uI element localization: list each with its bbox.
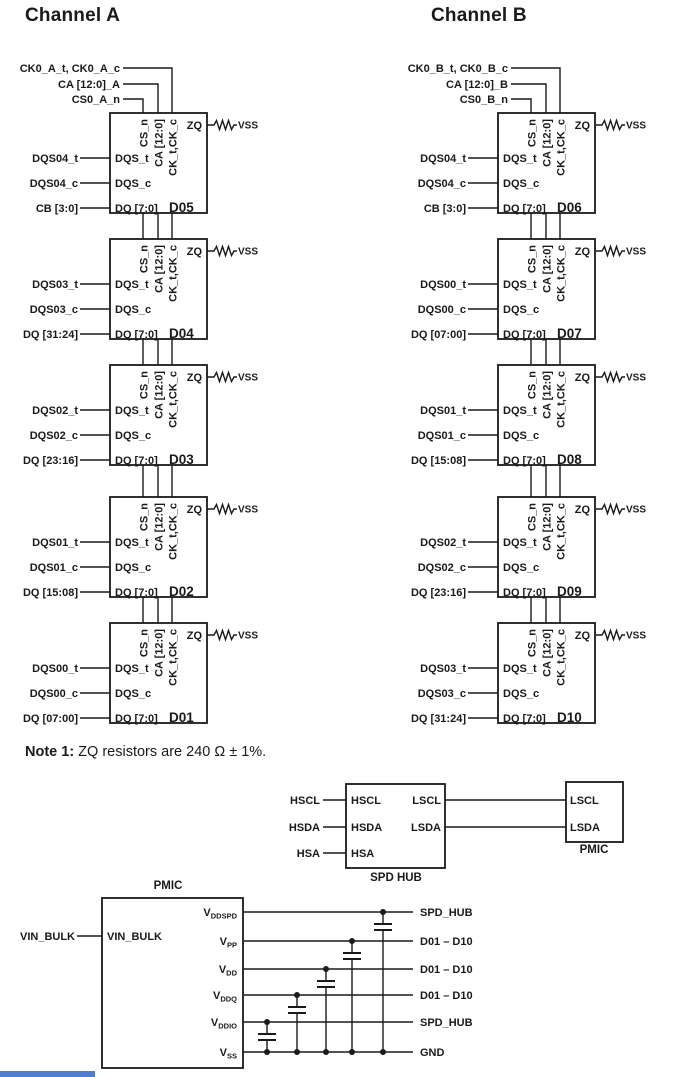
device-name-label: D10 [557,710,582,725]
pmic-rail-pin-subscript: DD [226,968,237,978]
ext-signal-label: DQS02_c [29,430,78,442]
pmic-pin-label: LSCL [570,795,599,807]
device-name-label: D08 [557,452,582,467]
vss-label: VSS [626,372,647,384]
device-pin-label: DQ [7:0] [503,455,546,467]
power-rail-out-label: SPD_HUB [420,907,473,919]
device-pin-rotated-label: CS_n [526,119,539,148]
ext-signal-label: DQS04_c [29,178,78,190]
device-pin-rotated-label: CK_t,CK_c [555,119,568,176]
device-pin-rotated-label: CS_n [526,245,539,274]
device-pin-label: DQS_c [503,304,540,316]
device-pin-label: DQS_c [503,430,540,442]
device-pin-rotated-label: CK_t,CK_c [555,503,568,560]
device-pin-rotated-label: CA [12:0] [541,245,554,293]
device-pin-label: DQS_t [503,663,537,675]
device-pin-label: DQS_c [115,304,152,316]
top-signal-wire [123,68,172,113]
ext-signal-label: DQ [23:16] [410,587,466,599]
zq-pin-label: ZQ [186,120,202,132]
device-pin-label: DQS_t [115,405,149,417]
pmic-label: PMIC [153,880,183,892]
pmic-rail-pin-subscript: PP [226,940,237,950]
device-pin-label: DQ [7:0] [503,203,546,215]
top-signal-label: CK0_B_t, CK0_B_c [407,63,508,75]
vin-bulk-ext-label: VIN_BULK [19,931,75,943]
device-pin-label: DQS_t [115,537,149,549]
top-signal-label: CA [12:0]_B [446,79,508,91]
junction-dot [294,1049,300,1055]
zq-resistor [207,505,237,514]
device-pin-label: DQ [7:0] [115,713,158,725]
device-pin-rotated-label: CK_t,CK_c [555,629,568,686]
zq-resistor [595,121,625,130]
note-label: Note 1: [25,744,75,760]
ext-signal-label: DQS02_c [417,562,466,574]
ext-signal-label: DQ [15:08] [22,587,78,599]
ext-signal-label: DQ [07:00] [410,329,466,341]
spd-hub-pin-label: HSDA [351,822,383,834]
zq-pin-label: ZQ [574,504,590,516]
device-pin-label: DQS_t [115,153,149,165]
power-rail-out-label: SPD_HUB [420,1017,473,1029]
device-name-label: D01 [169,710,194,725]
device-pin-rotated-label: CS_n [138,119,151,148]
device-pin-rotated-label: CK_t,CK_c [167,245,180,302]
device-pin-rotated-label: CK_t,CK_c [167,503,180,560]
vss-label: VSS [238,504,259,516]
ext-signal-label: DQS01_t [420,405,466,417]
ext-signal-label: DQS03_t [420,663,466,675]
top-signal-wire [511,99,531,113]
device-name-label: D04 [169,326,194,341]
device-pin-label: DQS_t [503,405,537,417]
zq-resistor [207,373,237,382]
device-name-label: D02 [169,584,194,599]
ext-signal-label: CB [3:0] [423,203,466,215]
zq-resistor [207,121,237,130]
device-pin-label: DQ [7:0] [115,455,158,467]
device-pin-label: DQS_c [503,178,540,190]
zq-resistor [207,247,237,256]
device-pin-label: DQ [7:0] [503,587,546,599]
device-pin-label: DQ [7:0] [115,203,158,215]
device-pin-label: DQ [7:0] [503,713,546,725]
pmic-rail-pin-base: V [212,990,221,1002]
spd-hub-pin-label: HSCL [351,795,381,807]
spd-hub-pin-label: HSA [351,848,375,860]
device-pin-label: DQ [7:0] [115,329,158,341]
zq-pin-label: ZQ [186,504,202,516]
device-pin-rotated-label: CS_n [138,503,151,532]
device-pin-rotated-label: CK_t,CK_c [167,371,180,428]
zq-pin-label: ZQ [574,372,590,384]
device-name-label: D09 [557,584,582,599]
ext-signal-label: DQS04_t [32,153,78,165]
device-pin-rotated-label: CA [12:0] [541,629,554,677]
ext-signal-label: DQ [07:00] [22,713,78,725]
pmic-rail-pin-subscript: DDQ [220,994,237,1004]
junction-dot [380,1049,386,1055]
device-pin-label: DQS_c [503,562,540,574]
pmic-rail-pin-base: V [203,907,211,919]
pmic-rail-pin-base: V [210,1017,219,1029]
ext-signal-label: DQ [15:08] [410,455,466,467]
device-name-label: D05 [169,200,194,215]
power-rail-out-label: D01 – D10 [420,964,473,976]
ext-signal-label: DQS00_c [29,688,78,700]
ext-signal-label: DQS04_c [417,178,466,190]
top-signal-wire [511,68,560,113]
zq-resistor [595,373,625,382]
top-signal-label: CA [12:0]_A [58,79,120,91]
ext-signal-label: DQS03_c [29,304,78,316]
channel-b-title: Channel B [431,5,527,26]
vss-label: VSS [626,504,647,516]
zq-pin-label: ZQ [574,120,590,132]
zq-pin-label: ZQ [574,630,590,642]
zq-pin-label: ZQ [186,372,202,384]
device-pin-rotated-label: CK_t,CK_c [167,629,180,686]
pmic-block [102,898,243,1068]
power-rail-out-label: GND [420,1047,445,1059]
device-name-label: D07 [557,326,582,341]
device-pin-rotated-label: CK_t,CK_c [555,245,568,302]
top-signal-label: CK0_A_t, CK0_A_c [19,63,120,75]
pmic-rail-pin-subscript: DDSPD [210,911,237,921]
zq-pin-label: ZQ [574,246,590,258]
junction-dot [323,1049,329,1055]
channel-a-title: Channel A [25,5,121,26]
spd-ext-label: HSA [296,848,320,860]
ext-signal-label: DQS02_t [32,405,78,417]
device-pin-rotated-label: CA [12:0] [153,371,166,419]
pmic-rail-pin-base: V [219,1047,227,1059]
vss-label: VSS [626,120,647,132]
device-pin-rotated-label: CS_n [526,629,539,658]
zq-resistor [595,505,625,514]
top-signal-label: CS0_B_n [459,94,508,106]
ext-signal-label: CB [3:0] [35,203,78,215]
device-pin-label: DQS_t [503,537,537,549]
vin-bulk-pin-label: VIN_BULK [107,931,163,943]
vss-label: VSS [626,630,647,642]
zq-note [25,744,266,760]
device-pin-rotated-label: CA [12:0] [153,245,166,293]
device-name-label: D03 [169,452,194,467]
device-name-label: D06 [557,200,582,215]
ext-signal-label: DQS01_t [32,537,78,549]
pmic-rail-pin-base: V [218,964,227,976]
vss-label: VSS [626,246,647,258]
device-pin-label: DQS_t [503,153,537,165]
zq-resistor [595,631,625,640]
spd-ext-label: HSDA [288,822,320,834]
device-pin-label: DQ [7:0] [115,587,158,599]
junction-dot [264,1049,270,1055]
spd-hub-label: SPD HUB [370,872,422,884]
ext-signal-label: DQS03_c [417,688,466,700]
top-signal-wire [123,99,143,113]
vss-label: VSS [238,630,259,642]
device-pin-label: DQS_c [115,430,152,442]
ext-signal-label: DQS04_t [420,153,466,165]
device-pin-rotated-label: CA [12:0] [541,119,554,167]
ext-signal-label: DQS00_t [420,279,466,291]
device-pin-label: DQ [7:0] [503,329,546,341]
device-pin-rotated-label: CS_n [138,245,151,274]
vss-label: VSS [238,372,259,384]
top-signal-label: CS0_A_n [71,94,120,106]
power-rail-out-label: D01 – D10 [420,936,473,948]
device-pin-label: DQS_t [115,279,149,291]
device-pin-label: DQS_c [115,178,152,190]
junction-dot [349,1049,355,1055]
device-pin-label: DQS_c [115,562,152,574]
ext-signal-label: DQS00_t [32,663,78,675]
spd-hub-pin-label: LSCL [412,795,441,807]
device-pin-rotated-label: CS_n [138,371,151,400]
device-pin-rotated-label: CS_n [526,503,539,532]
device-pin-rotated-label: CA [12:0] [153,629,166,677]
ext-signal-label: DQS00_c [417,304,466,316]
zq-resistor [595,247,625,256]
device-pin-rotated-label: CA [12:0] [541,371,554,419]
pmic-rail-pin-base: V [219,936,227,948]
device-pin-rotated-label: CK_t,CK_c [555,371,568,428]
device-pin-rotated-label: CA [12:0] [541,503,554,551]
ext-signal-label: DQS01_c [29,562,78,574]
device-pin-label: DQS_t [503,279,537,291]
ext-signal-label: DQ [31:24] [22,329,78,341]
device-pin-label: DQS_c [115,688,152,700]
zq-pin-label: ZQ [186,630,202,642]
device-pin-rotated-label: CA [12:0] [153,119,166,167]
device-pin-label: DQS_t [115,663,149,675]
vss-label: VSS [238,120,259,132]
spd-ext-label: HSCL [290,795,320,807]
ext-signal-label: DQS02_t [420,537,466,549]
vss-label: VSS [238,246,259,258]
pmic-small-label: PMIC [579,844,609,856]
pmic-rail-pin-subscript: DDIO [218,1021,237,1031]
ext-signal-label: DQS01_c [417,430,466,442]
ext-signal-label: DQ [23:16] [22,455,78,467]
device-pin-rotated-label: CS_n [138,629,151,658]
note-text: ZQ resistors are 240 Ω ± 1%. [74,744,267,760]
ext-signal-label: DQ [31:24] [410,713,466,725]
page-accent-bar [0,1071,95,1077]
device-pin-rotated-label: CK_t,CK_c [167,119,180,176]
device-pin-rotated-label: CS_n [526,371,539,400]
spd-hub-pin-label: LSDA [411,822,441,834]
power-rail-out-label: D01 – D10 [420,990,473,1002]
device-pin-rotated-label: CA [12:0] [153,503,166,551]
pmic-rail-pin-subscript: SS [226,1051,237,1061]
zq-pin-label: ZQ [186,246,202,258]
zq-resistor [207,631,237,640]
pmic-pin-label: LSDA [570,822,600,834]
device-pin-label: DQS_c [503,688,540,700]
ext-signal-label: DQS03_t [32,279,78,291]
